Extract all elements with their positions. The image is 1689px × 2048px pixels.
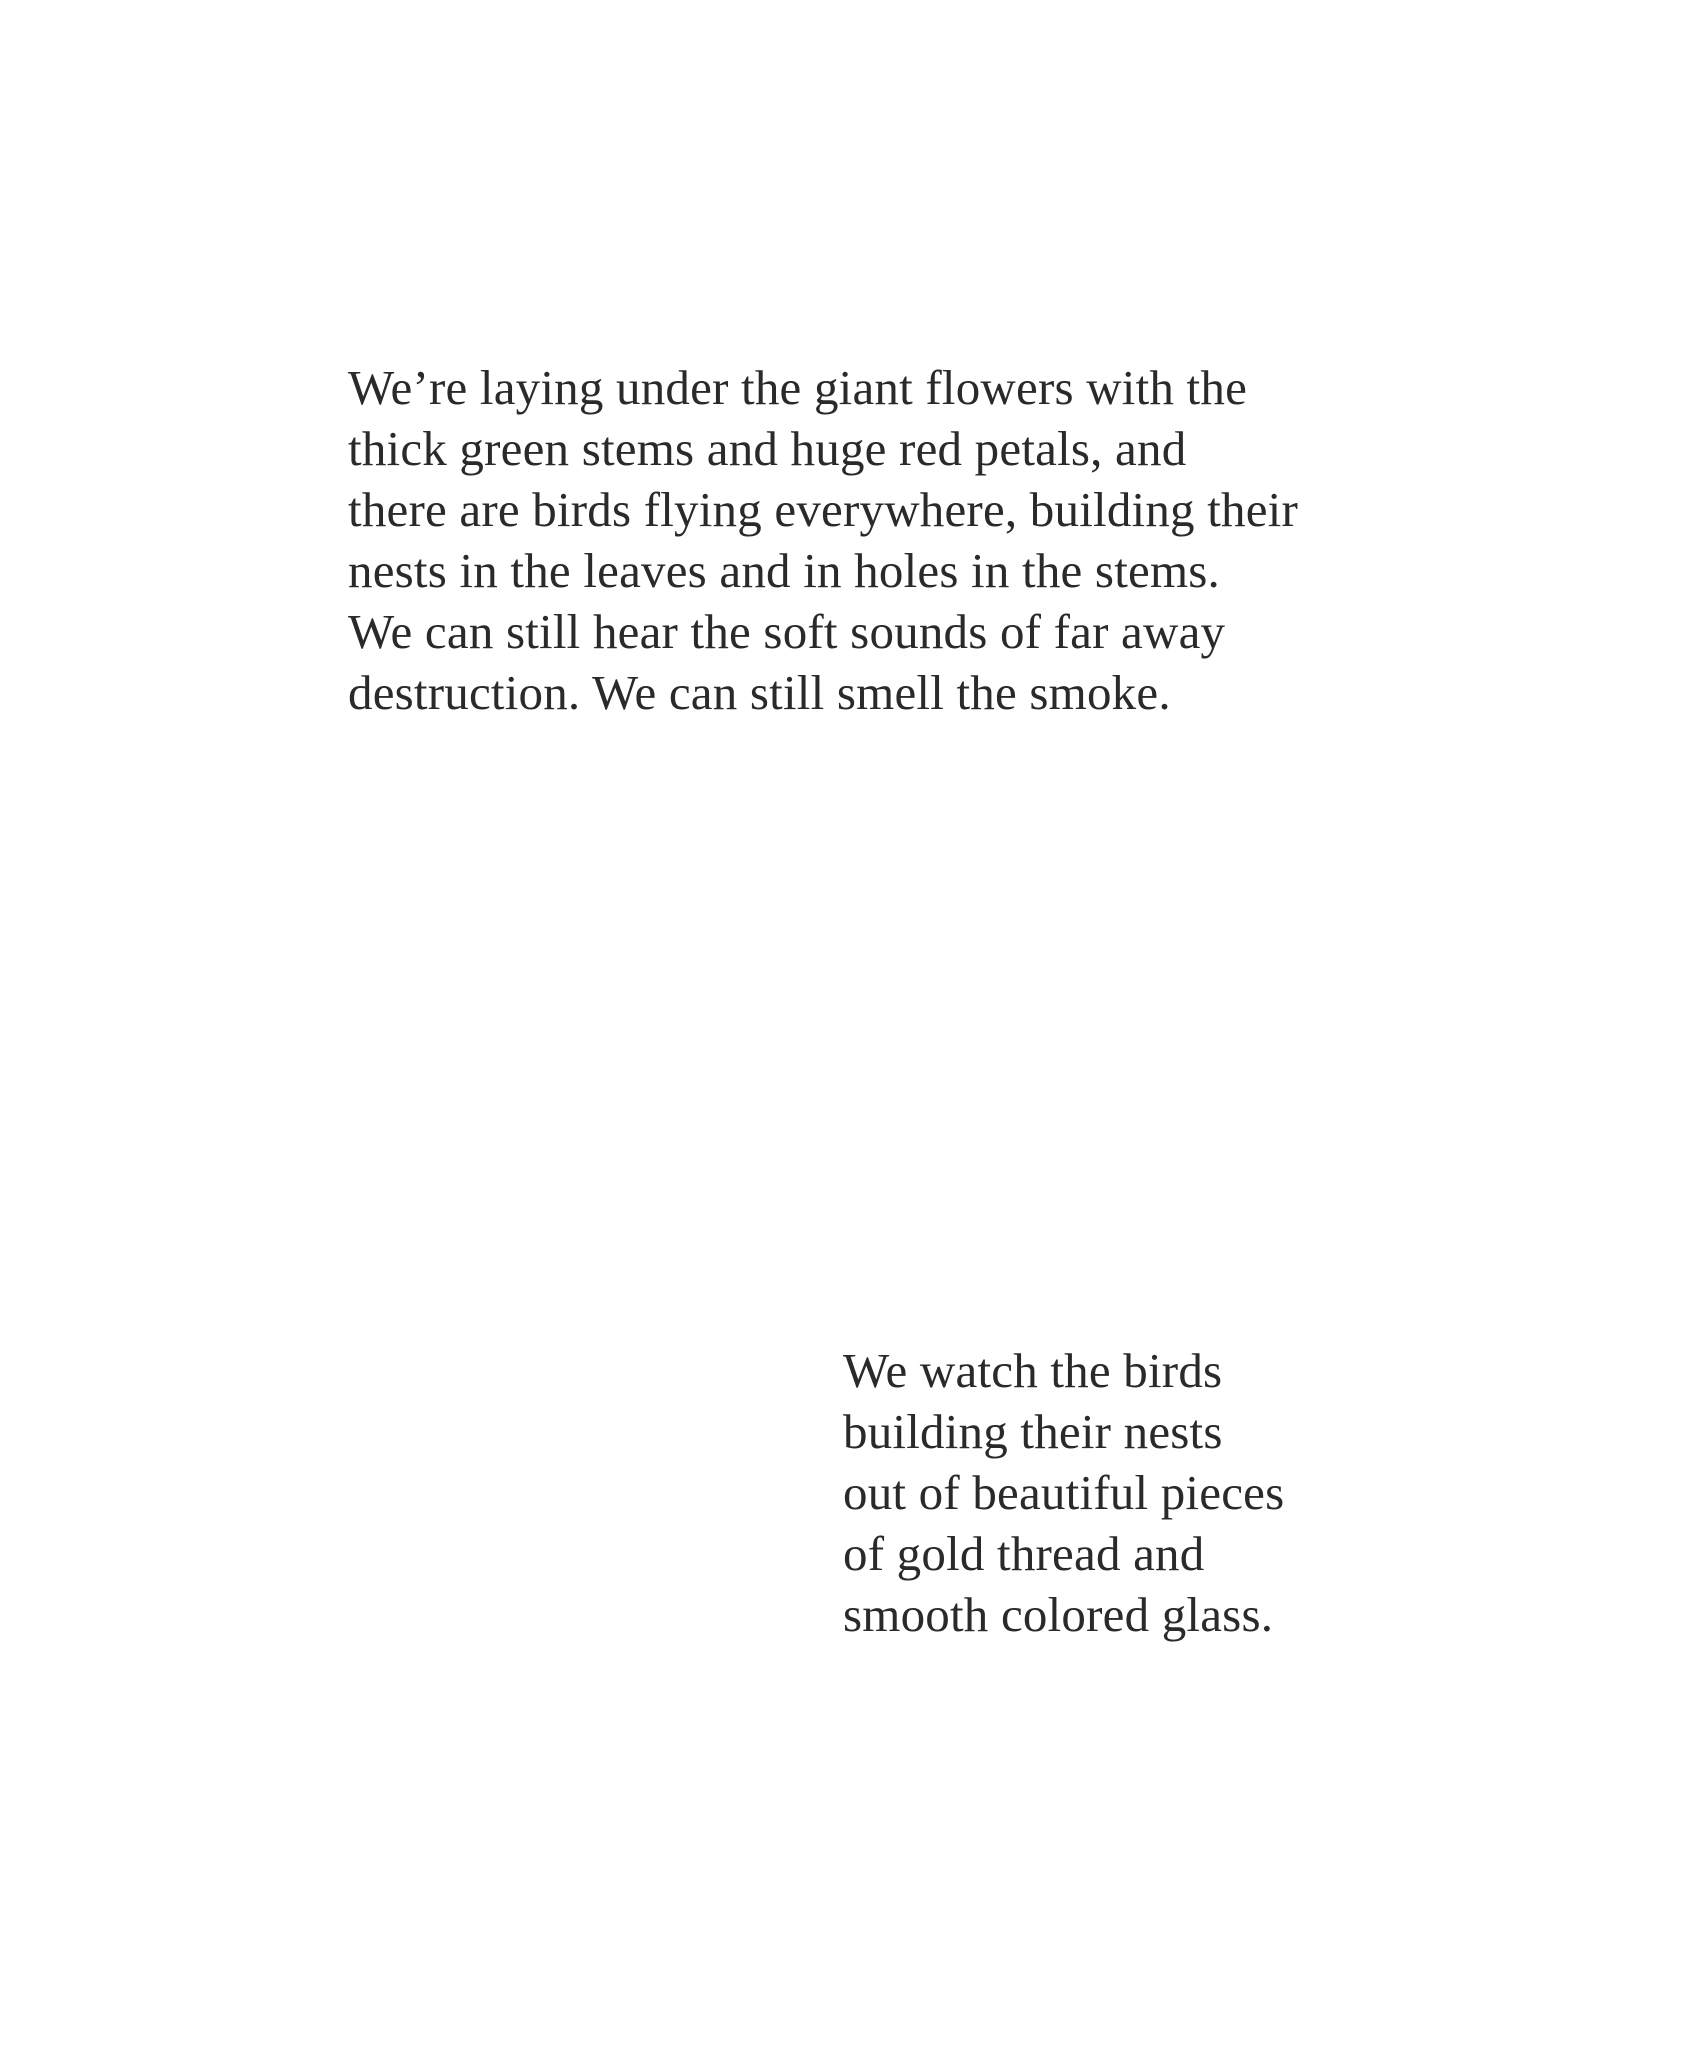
- stanza-one-line: there are birds flying everywhere, building their: [348, 482, 1298, 537]
- stanza-two-line: We watch the birds: [843, 1343, 1223, 1398]
- stanza-two-line: building their nests: [843, 1404, 1223, 1459]
- stanza-one-line: nests in the leaves and in holes in the stems.: [348, 543, 1220, 598]
- stanza-two-line: smooth colored glass.: [843, 1587, 1274, 1642]
- stanza-two-line: out of beautiful pieces: [843, 1465, 1285, 1520]
- stanza-two: [843, 1340, 1284, 1645]
- stanza-one-line: We’re laying under the giant flowers with the: [348, 360, 1248, 415]
- stanza-one: [348, 357, 1298, 723]
- stanza-one-line: destruction. We can still smell the smoke.: [348, 665, 1171, 720]
- stanza-one-line: thick green stems and huge red petals, and: [348, 421, 1187, 476]
- stanza-two-line: of gold thread and: [843, 1526, 1205, 1581]
- stanza-one-line: We can still hear the soft sounds of far away: [348, 604, 1226, 659]
